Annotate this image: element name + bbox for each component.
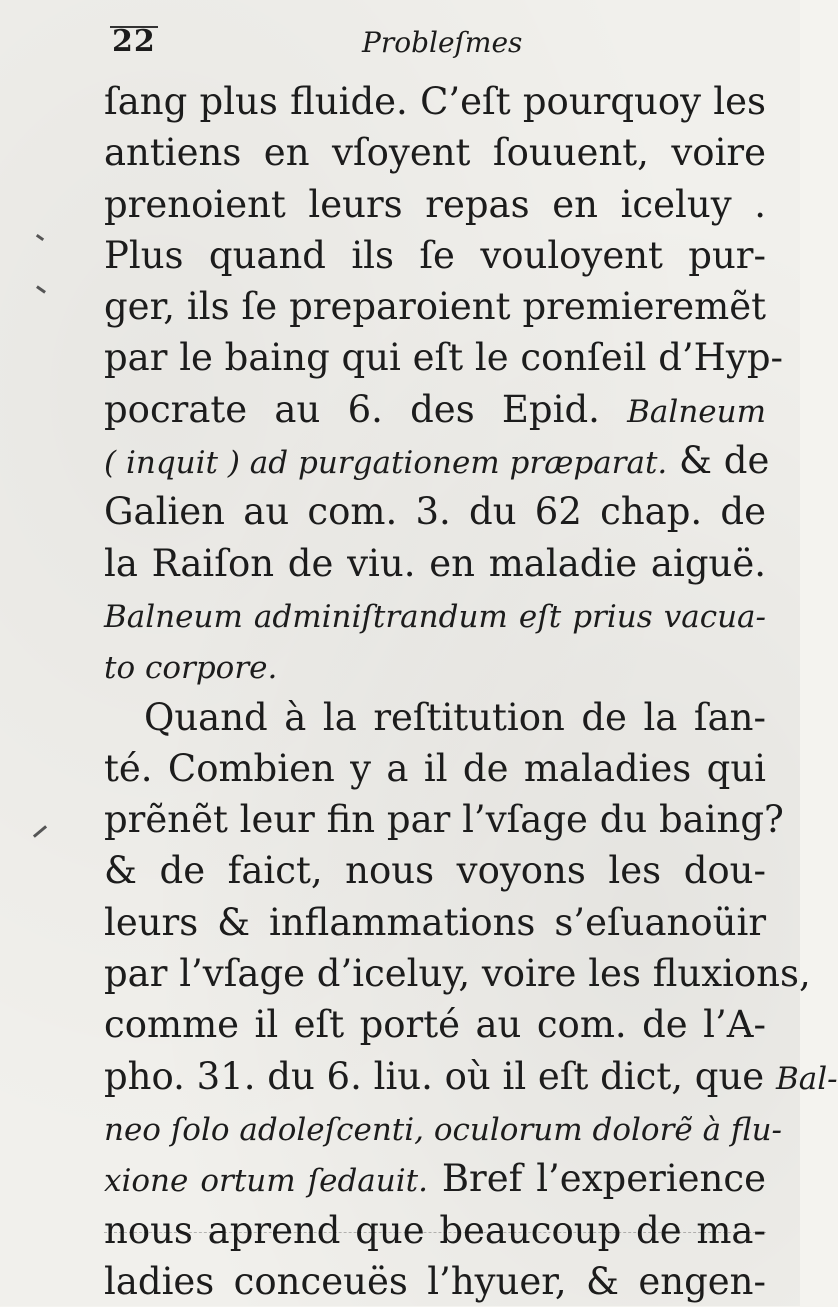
italic-text: ( inquit ) ad purgationem præparat. [104, 445, 668, 482]
text-line [104, 1256, 766, 1307]
text-segment: & de [667, 439, 770, 483]
text-line [104, 1051, 838, 1102]
body-text [104, 76, 838, 1307]
page-bottom-rule [104, 1232, 766, 1263]
text-line [104, 281, 766, 332]
text-line [104, 999, 766, 1050]
text-line [104, 948, 811, 999]
text-line [104, 127, 766, 178]
text-segment: pho. 31. du 6. liu. où il eſt dict, que [104, 1054, 776, 1098]
text-segment: antiens en vſoyent ſouuent, voire [104, 131, 766, 175]
text-line [104, 230, 766, 281]
text-segment: & de faict, nous voyons les dou- [104, 849, 766, 893]
text-line [104, 486, 766, 537]
text-segment: ſang plus fluide. C’eſt pourquoy les [104, 80, 766, 123]
text-segment: Bref l’experience [427, 1157, 767, 1201]
text-segment: Galien au com. 3. du 62 chap. de [104, 490, 766, 534]
text-segment: prẽnẽt leur fin par l’vſage du baing? [104, 798, 784, 842]
text-line [104, 743, 766, 794]
text-segment: la Raiſon de viu. en maladie aiguë. [104, 541, 766, 585]
italic-text: to corpore. [104, 650, 278, 687]
text-line [104, 538, 766, 589]
text-segment: prenoient leurs repas en iceluy . [104, 182, 766, 226]
running-head: Probleſmes [362, 26, 523, 59]
text-line [104, 1102, 783, 1153]
text-segment: Plus quand ils ſe vouloyent pur- [104, 233, 766, 277]
italic-text: neo ſolo adoleſcenti, oculorum dolorẽ à flu- [104, 1111, 783, 1148]
italic-text: Balneum [627, 393, 766, 430]
text-line [104, 384, 766, 435]
text-line [104, 897, 766, 948]
text-segment: ladies conceuës l’hyuer, & engen- [104, 1259, 766, 1303]
text-line [104, 845, 766, 896]
text-line [104, 692, 766, 743]
text-segment: comme il eſt porté au com. de l’A- [104, 1003, 766, 1047]
text-segment: nous aprend que beaucoup de ma- [104, 1208, 766, 1252]
text-line [104, 1153, 766, 1204]
text-segment: pocrate au 6. des Epid. [104, 387, 628, 431]
text-segment: té. Combien y a il de maladies qui [104, 746, 766, 790]
text-line [104, 76, 766, 127]
page-header [112, 22, 762, 66]
text-line [104, 640, 766, 691]
italic-text: Bal- [775, 1060, 838, 1097]
page-number: 22 [112, 24, 156, 59]
italic-text: Balneum adminiſtrandum eſt prius vacua- [104, 598, 766, 635]
text-line [104, 179, 766, 230]
text-segment: par l’vſage d’iceluy, voire les fluxions, [104, 952, 811, 996]
text-line [104, 589, 766, 640]
text-segment: Quand à la reſtitution de la ſan- [144, 695, 766, 739]
margin-mark [36, 285, 46, 293]
text-segment: ger, ils ſe preparoient premieremẽt [104, 285, 766, 329]
margin-mark [36, 234, 44, 241]
text-segment: leurs & inflammations s’eſuanoüir [104, 900, 766, 944]
text-line [104, 794, 784, 845]
margin-mark [33, 825, 47, 838]
italic-text: xione ortum ſedauit. [104, 1163, 428, 1200]
text-segment: par le baing qui eſt le conſeil d’Hyp- [104, 336, 784, 380]
text-line [104, 332, 784, 383]
text-line [104, 435, 770, 486]
